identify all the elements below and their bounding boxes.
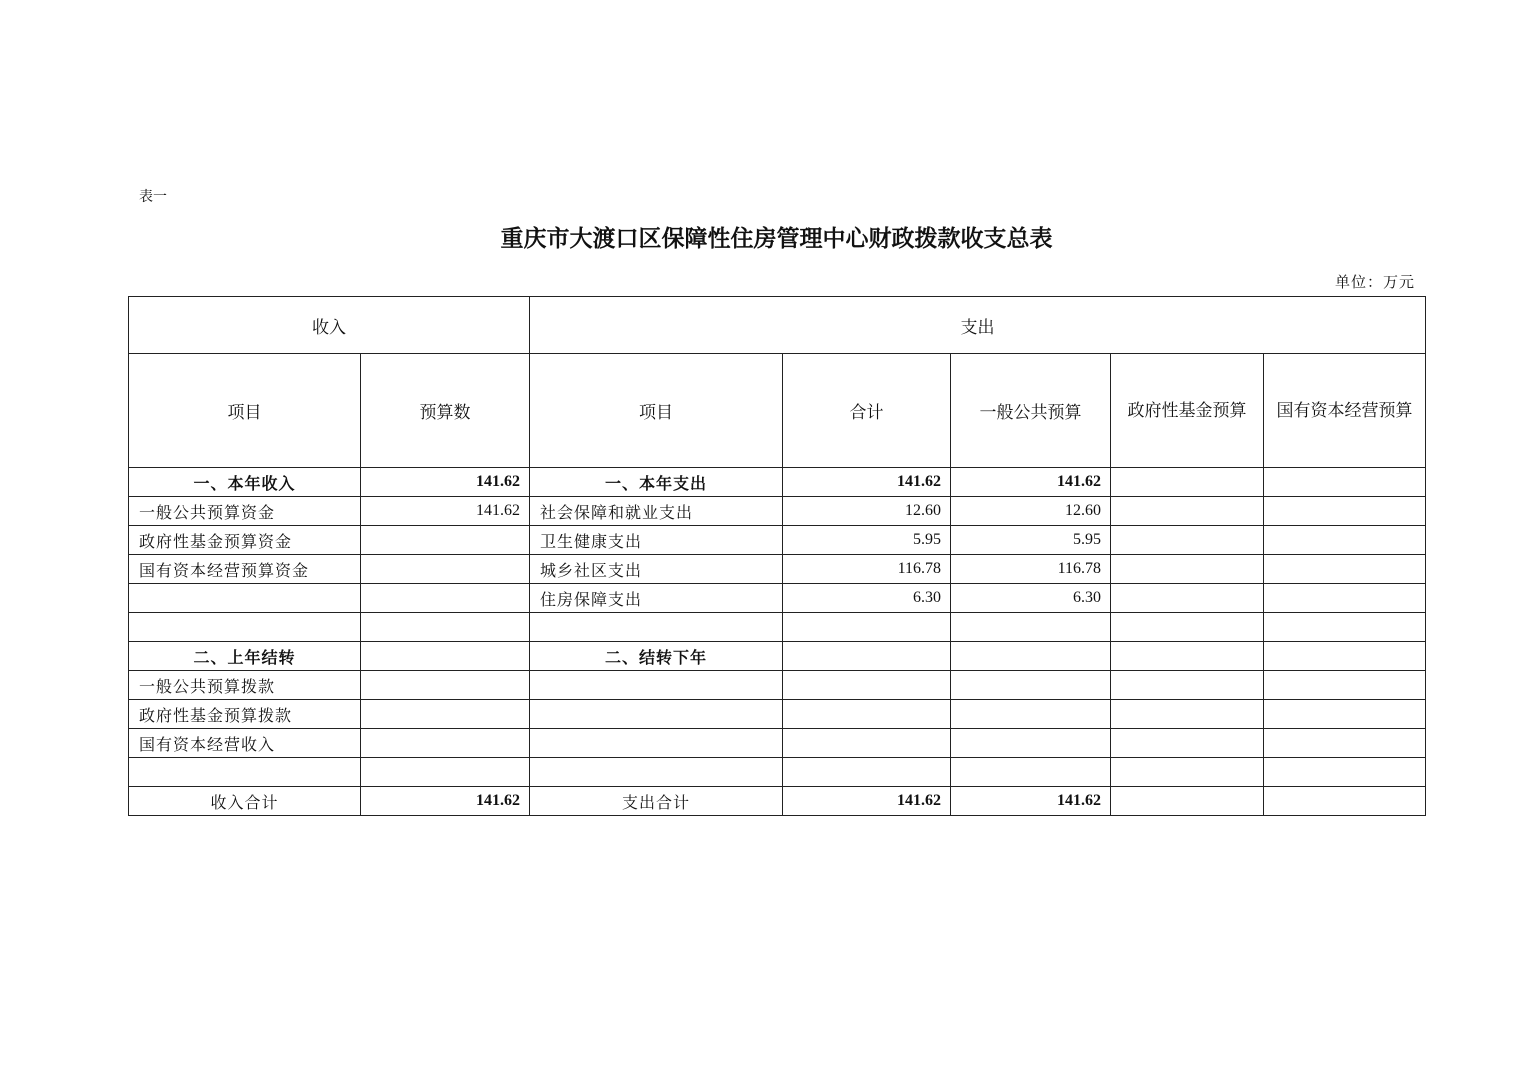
state-capital-amount (1264, 758, 1426, 787)
gov-fund-amount (1111, 497, 1264, 526)
income-amount (361, 758, 530, 787)
state-capital-amount (1264, 468, 1426, 497)
header-row-groups (129, 297, 1426, 354)
expense-item (530, 758, 783, 787)
income-amount (361, 526, 530, 555)
expense-item: 住房保障支出 (530, 584, 783, 613)
expense-item (530, 671, 783, 700)
income-budget-header: 预算数 (361, 354, 530, 468)
total-amount: 141.62 (783, 787, 951, 816)
general-amount: 141.62 (951, 468, 1111, 497)
state-capital-amount (1264, 613, 1426, 642)
total-amount (783, 700, 951, 729)
table-row (129, 700, 1426, 729)
income-amount (361, 671, 530, 700)
state-capital-amount (1264, 497, 1426, 526)
table-tag: 表一 (139, 189, 167, 205)
general-amount (951, 700, 1111, 729)
income-amount (361, 700, 530, 729)
expense-item: 卫生健康支出 (530, 526, 783, 555)
general-amount (951, 729, 1111, 758)
gov-fund-amount (1111, 729, 1264, 758)
income-item: 一、本年收入 (129, 468, 361, 497)
state-capital-amount (1264, 555, 1426, 584)
income-item: 国有资本经营收入 (129, 729, 361, 758)
gov-fund-amount (1111, 468, 1264, 497)
general-amount: 141.62 (951, 787, 1111, 816)
total-header: 合计 (783, 354, 951, 468)
state-capital-amount (1264, 787, 1426, 816)
total-amount (783, 729, 951, 758)
general-amount: 12.60 (951, 497, 1111, 526)
table-row (129, 758, 1426, 787)
general-amount: 116.78 (951, 555, 1111, 584)
general-amount (951, 671, 1111, 700)
total-amount: 6.30 (783, 584, 951, 613)
table-row (129, 642, 1426, 671)
state-capital-amount (1264, 700, 1426, 729)
general-amount: 5.95 (951, 526, 1111, 555)
total-amount: 141.62 (783, 468, 951, 497)
total-amount: 116.78 (783, 555, 951, 584)
gov-fund-amount (1111, 613, 1264, 642)
expense-total-label: 支出合计 (530, 787, 783, 816)
state-capital-amount (1264, 526, 1426, 555)
gov-fund-amount (1111, 787, 1264, 816)
expense-item: 一、本年支出 (530, 468, 783, 497)
income-amount (361, 642, 530, 671)
income-item (129, 758, 361, 787)
income-item: 政府性基金预算拨款 (129, 700, 361, 729)
document-title: 重庆市大渡口区保障性住房管理中心财政拨款收支总表 (500, 225, 1053, 252)
gov-fund-amount (1111, 700, 1264, 729)
expense-item (530, 613, 783, 642)
totals-row (129, 787, 1426, 816)
income-amount: 141.62 (361, 497, 530, 526)
income-item (129, 613, 361, 642)
total-amount (783, 613, 951, 642)
income-amount (361, 584, 530, 613)
gov-fund-amount (1111, 671, 1264, 700)
total-amount (783, 671, 951, 700)
general-amount (951, 613, 1111, 642)
income-item: 二、上年结转 (129, 642, 361, 671)
total-amount: 12.60 (783, 497, 951, 526)
general-amount (951, 758, 1111, 787)
general-amount: 6.30 (951, 584, 1111, 613)
total-amount (783, 642, 951, 671)
expense-item (530, 729, 783, 758)
table-row (129, 584, 1426, 613)
general-budget-header: 一般公共预算 (951, 354, 1111, 468)
table-row (129, 555, 1426, 584)
table-row (129, 729, 1426, 758)
expense-item: 社会保障和就业支出 (530, 497, 783, 526)
income-item: 一般公共预算拨款 (129, 671, 361, 700)
income-total-amount: 141.62 (361, 787, 530, 816)
income-amount (361, 729, 530, 758)
general-amount (951, 642, 1111, 671)
table-row (129, 468, 1426, 497)
gov-fund-amount (1111, 555, 1264, 584)
income-item: 政府性基金预算资金 (129, 526, 361, 555)
state-capital-amount (1264, 584, 1426, 613)
expense-header: 支出 (530, 297, 1426, 354)
table-row (129, 497, 1426, 526)
state-capital-amount (1264, 729, 1426, 758)
income-item-header: 项目 (129, 354, 361, 468)
income-item: 一般公共预算资金 (129, 497, 361, 526)
total-amount (783, 758, 951, 787)
expense-item: 城乡社区支出 (530, 555, 783, 584)
table-row (129, 526, 1426, 555)
income-item (129, 584, 361, 613)
gov-fund-amount (1111, 526, 1264, 555)
total-amount: 5.95 (783, 526, 951, 555)
table-row (129, 613, 1426, 642)
state-capital-header: 国有资本经营预算 (1264, 354, 1426, 468)
income-item: 国有资本经营预算资金 (129, 555, 361, 584)
gov-fund-header: 政府性基金预算 (1111, 354, 1264, 468)
state-capital-amount (1264, 642, 1426, 671)
expense-item: 二、结转下年 (530, 642, 783, 671)
income-total-label: 收入合计 (129, 787, 361, 816)
income-amount (361, 555, 530, 584)
table-row (129, 671, 1426, 700)
income-amount: 141.62 (361, 468, 530, 497)
gov-fund-amount (1111, 758, 1264, 787)
gov-fund-amount (1111, 642, 1264, 671)
income-amount (361, 613, 530, 642)
expense-item (530, 700, 783, 729)
fiscal-summary-table (128, 296, 1426, 816)
header-row-columns (129, 354, 1426, 468)
income-header: 收入 (129, 297, 530, 354)
state-capital-amount (1264, 671, 1426, 700)
gov-fund-amount (1111, 584, 1264, 613)
unit-label: 单位：万元 (1334, 273, 1415, 291)
expense-item-header: 项目 (530, 354, 783, 468)
